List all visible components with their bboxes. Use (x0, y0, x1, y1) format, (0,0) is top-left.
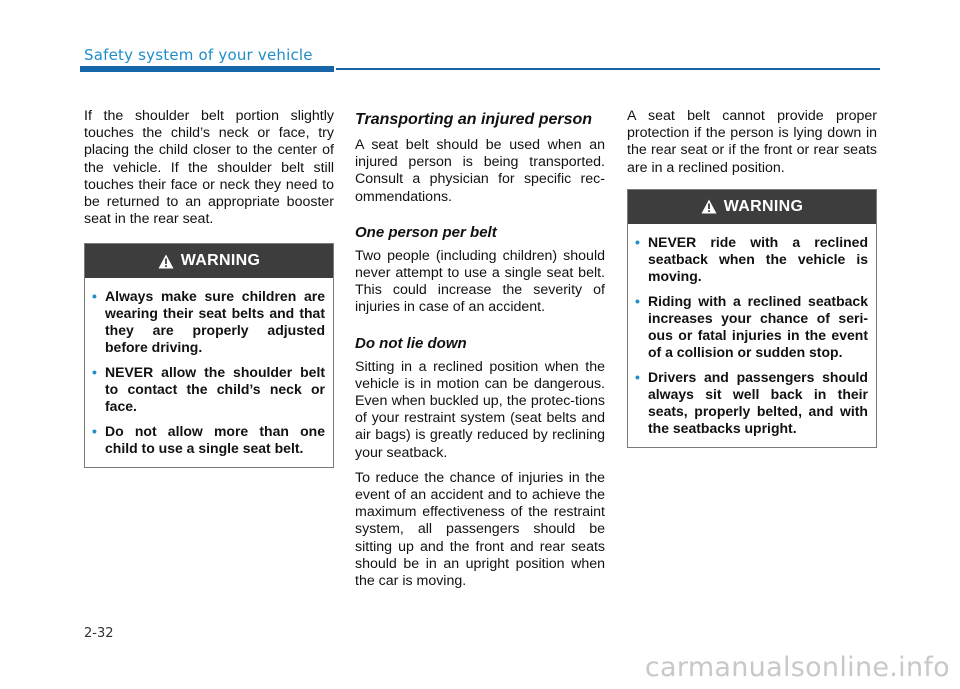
col2-paragraph-2: Two people (including children) should never attempt to use a single seat belt. This could increase the severity of injuries in case of an accident. (355, 247, 605, 316)
col1-paragraph: If the shoulder belt portion slightly touches the child’s neck or face, try placing the child closer to the center of the vehicle. If the shoulder belt still touches their face or neck they need to be returned to an appropriate booster seat in the rear seat. (84, 108, 334, 228)
col3-paragraph: A seat belt cannot provide proper protection if the person is lying down in the rear seat or if the front or rear seats are in a reclined position. (627, 108, 877, 176)
bullet-icon: • (92, 364, 97, 381)
column-1 (84, 108, 334, 468)
bullet-icon: • (635, 233, 640, 250)
warning-label-1: WARNING (180, 252, 261, 270)
col2-paragraph-1: A seat belt should be used when an injured person is being transported. Consult a physician for specific rec-ommendations. (355, 137, 605, 205)
page-number: 2-32 (84, 626, 114, 641)
heading-transporting-injured: Transporting an injured person (355, 111, 593, 128)
warning-item: • NEVER allow the shoulder belt to contact the child’s neck or face. (92, 364, 325, 415)
bullet-icon: • (92, 288, 97, 305)
heading-do-not-lie-down: Do not lie down (355, 334, 467, 352)
warning-box-2 (627, 189, 877, 448)
warning-item: • Do not allow more than one child to use a single seat belt. (92, 423, 325, 457)
column-3 (627, 108, 877, 448)
warning-item: • Drivers and passengers should always sit well back in their seats, properly belted, and with the seatbacks upright. (635, 368, 868, 436)
warning-item: • Always make sure children are wearing their seat belts and that they are properly adjusted before driving. (92, 288, 325, 356)
column-2 (355, 108, 605, 598)
heading-one-person-per-belt: One person per belt (355, 223, 497, 241)
warning-header-1 (85, 244, 333, 278)
warning-triangle-icon (158, 254, 174, 269)
col2-paragraph-3: Sitting in a reclined position when the vehicle is in motion can be dangerous. Even when buckled up, the protec-tions of your restraint system (seat belts and air bags) is greatly reduced by reclining your seatback. (355, 358, 605, 461)
warning-triangle-icon (701, 199, 717, 214)
warning-list-1 (85, 278, 333, 467)
bullet-icon: • (92, 423, 97, 440)
watermark: carmanualsonline.info (644, 652, 950, 683)
warning-item: • NEVER ride with a reclined seatback when the vehicle is moving. (635, 233, 868, 284)
warning-box-1 (84, 243, 334, 468)
warning-item: • Riding with a reclined seatback increases your chance of seri-ous or fatal injuries in the event of a collision or sudden stop. (635, 292, 868, 360)
warning-label-2: WARNING (723, 197, 804, 215)
bullet-icon: • (635, 368, 640, 385)
header-bar-thin (336, 68, 880, 70)
bullet-icon: • (635, 292, 640, 309)
col2-paragraph-4: To reduce the chance of injuries in the event of an accident and to achieve the maximum effectiveness of the restraint system, all passengers should be sitting up and the front and rear seats should be in an upright position when the car is moving. (355, 469, 605, 590)
section-title: Safety system of your vehicle (84, 46, 313, 64)
warning-header-2 (628, 190, 876, 224)
header-bar-thick (80, 66, 334, 72)
warning-list-2 (628, 224, 876, 447)
